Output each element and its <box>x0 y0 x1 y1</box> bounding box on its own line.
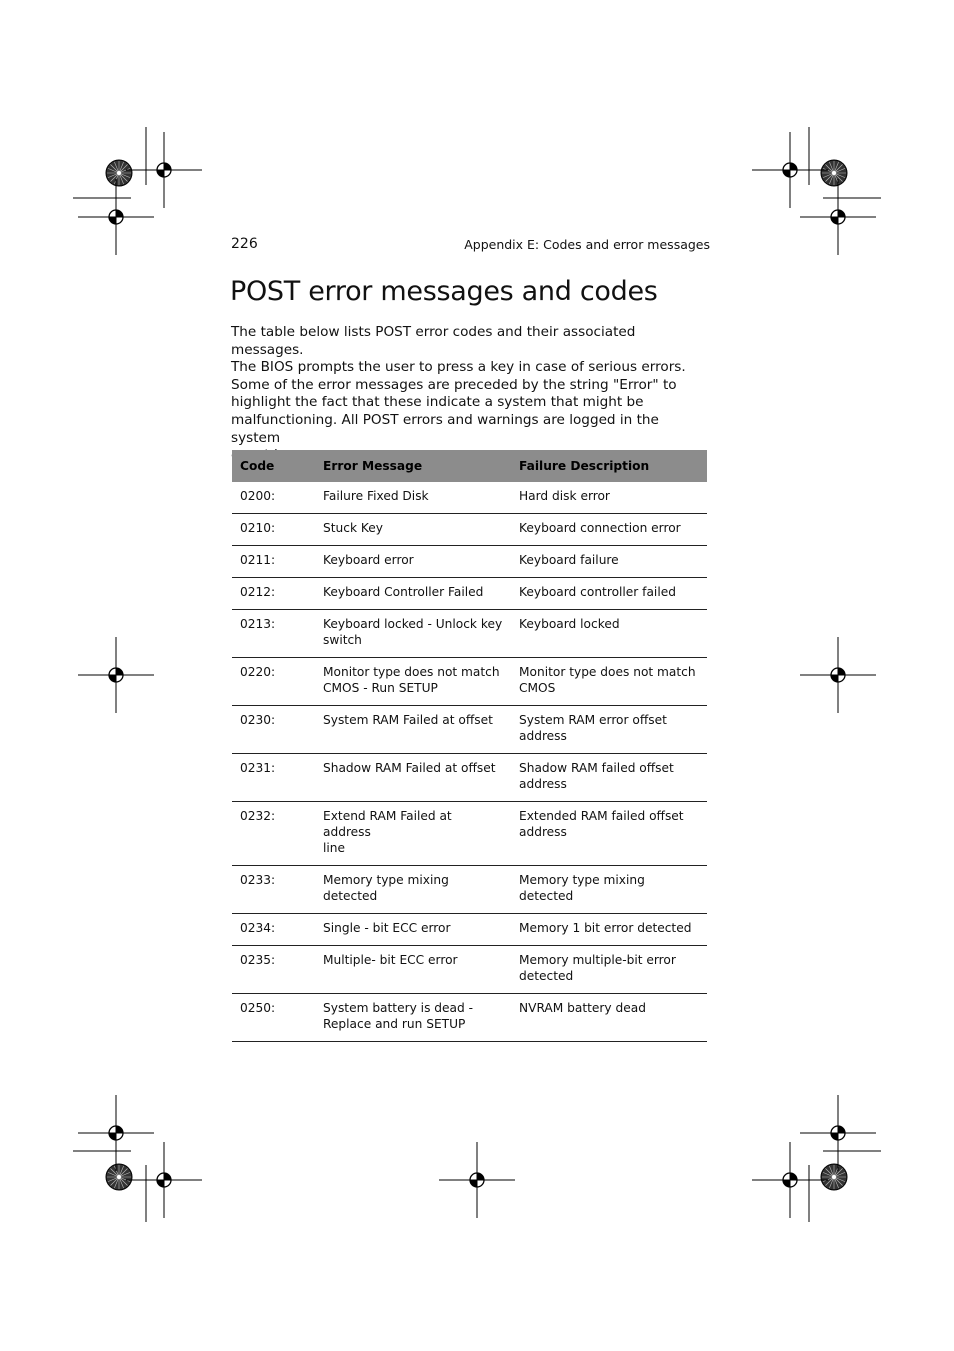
cell-error-message-line: line <box>323 841 345 855</box>
cell-error-message-line: Replace and run SETUP <box>323 1017 466 1031</box>
table-row <box>232 754 707 802</box>
intro-line: Some of the error messages are preceded by the string "Error" to <box>231 376 677 393</box>
cell-failure-description-line: NVRAM battery dead <box>519 1001 646 1015</box>
page-number: 226 <box>231 236 258 252</box>
cell-error-message <box>315 866 511 914</box>
cell-error-message-line: CMOS - Run SETUP <box>323 681 438 695</box>
running-header <box>231 236 710 256</box>
cell-failure-description-line: address <box>519 825 567 839</box>
cell-failure-description <box>511 994 707 1042</box>
cell-failure-description-line: Keyboard locked <box>519 617 620 631</box>
cell-error-message-line: Single - bit ECC error <box>323 921 451 935</box>
cell-code: 0210: <box>232 514 315 546</box>
cell-code: 0212: <box>232 578 315 610</box>
intro-line: The BIOS prompts the user to press a key in case of serious errors. <box>231 359 686 376</box>
cell-error-message-line: Memory type mixing <box>323 873 449 887</box>
table-row <box>232 706 707 754</box>
cell-error-message-line: switch <box>323 633 362 647</box>
cell-error-message <box>315 514 511 546</box>
cell-failure-description <box>511 578 707 610</box>
intro-line: malfunctioning. All POST errors and warnings are logged in the system <box>231 411 659 446</box>
cell-error-message-line: Stuck Key <box>323 521 383 535</box>
cell-failure-description-line: Shadow RAM failed offset <box>519 761 674 775</box>
cell-code: 0211: <box>232 546 315 578</box>
cell-error-message-line: Keyboard Controller Failed <box>323 585 484 599</box>
cell-failure-description-line: Monitor type does not match <box>519 665 696 679</box>
cell-failure-description <box>511 658 707 706</box>
cell-error-message-line: Keyboard locked - Unlock key <box>323 617 503 631</box>
table-row <box>232 946 707 994</box>
table-row <box>232 578 707 610</box>
table-row <box>232 514 707 546</box>
table-row <box>232 914 707 946</box>
column-header-failure-description: Failure Description <box>511 450 707 482</box>
cell-failure-description <box>511 514 707 546</box>
table-row <box>232 482 707 514</box>
column-header-code: Code <box>232 450 315 482</box>
cell-failure-description-line: address <box>519 777 567 791</box>
cell-error-message-line: Monitor type does not match <box>323 665 500 679</box>
column-header-error-message: Error Message <box>315 450 511 482</box>
cell-failure-description <box>511 482 707 514</box>
cell-failure-description-line: detected <box>519 889 574 903</box>
cell-failure-description-line: Hard disk error <box>519 489 610 503</box>
cell-failure-description <box>511 946 707 994</box>
table-row <box>232 866 707 914</box>
intro-line: The table below lists POST error codes and their associated messages. <box>231 324 636 358</box>
table-row <box>232 802 707 866</box>
cell-code: 0250: <box>232 994 315 1042</box>
cell-code: 0233: <box>232 866 315 914</box>
table-body <box>232 482 707 1042</box>
cell-failure-description <box>511 546 707 578</box>
cell-error-message-line: Keyboard error <box>323 553 414 567</box>
cell-error-message-line: Failure Fixed Disk <box>323 489 429 503</box>
cell-error-message <box>315 994 511 1042</box>
cell-failure-description-line: Keyboard connection error <box>519 521 681 535</box>
cell-failure-description <box>511 706 707 754</box>
cell-error-message <box>315 754 511 802</box>
cell-code: 0230: <box>232 706 315 754</box>
cell-code: 0213: <box>232 610 315 658</box>
table-row <box>232 658 707 706</box>
cell-failure-description <box>511 866 707 914</box>
cell-failure-description-line: detected <box>519 969 574 983</box>
cell-error-message-line: Multiple- bit ECC error <box>323 953 458 967</box>
cell-error-message-line: Shadow RAM Failed at offset <box>323 761 496 775</box>
cell-error-message-line: System RAM Failed at offset <box>323 713 493 727</box>
cell-error-message-line: System battery is dead - <box>323 1001 473 1015</box>
cell-failure-description-line: Memory multiple-bit error <box>519 953 676 967</box>
cell-error-message <box>315 546 511 578</box>
post-error-table <box>232 450 707 1042</box>
cell-failure-description-line: Memory type mixing <box>519 873 645 887</box>
cell-failure-description-line: Keyboard failure <box>519 553 619 567</box>
cell-error-message <box>315 802 511 866</box>
cell-error-message <box>315 578 511 610</box>
table-row <box>232 994 707 1042</box>
cell-failure-description <box>511 754 707 802</box>
cell-code: 0232: <box>232 802 315 866</box>
cell-failure-description-line: Extended RAM failed offset <box>519 809 684 823</box>
cell-failure-description-line: address <box>519 729 567 743</box>
cell-error-message <box>315 482 511 514</box>
page-title: POST error messages and codes <box>230 276 658 307</box>
cell-error-message <box>315 946 511 994</box>
cell-code: 0220: <box>232 658 315 706</box>
table-header-row <box>232 450 707 482</box>
cell-failure-description-line: Keyboard controller failed <box>519 585 676 599</box>
cell-error-message <box>315 706 511 754</box>
cell-code: 0234: <box>232 914 315 946</box>
cell-failure-description-line: Memory 1 bit error detected <box>519 921 692 935</box>
cell-failure-description <box>511 914 707 946</box>
intro-paragraph <box>231 324 709 465</box>
cell-failure-description-line: CMOS <box>519 681 556 695</box>
cell-error-message <box>315 914 511 946</box>
cell-code: 0200: <box>232 482 315 514</box>
cell-error-message <box>315 610 511 658</box>
cell-code: 0235: <box>232 946 315 994</box>
cell-failure-description-line: System RAM error offset <box>519 713 667 727</box>
cell-error-message-line: detected <box>323 889 378 903</box>
table-row <box>232 610 707 658</box>
cell-failure-description <box>511 610 707 658</box>
cell-error-message <box>315 658 511 706</box>
cell-failure-description <box>511 802 707 866</box>
cell-code: 0231: <box>232 754 315 802</box>
cell-error-message-line: Extend RAM Failed at address <box>323 809 452 839</box>
table-row <box>232 546 707 578</box>
intro-line: highlight the fact that these indicate a system that might be <box>231 394 644 411</box>
section-title: Appendix E: Codes and error messages <box>464 237 710 252</box>
